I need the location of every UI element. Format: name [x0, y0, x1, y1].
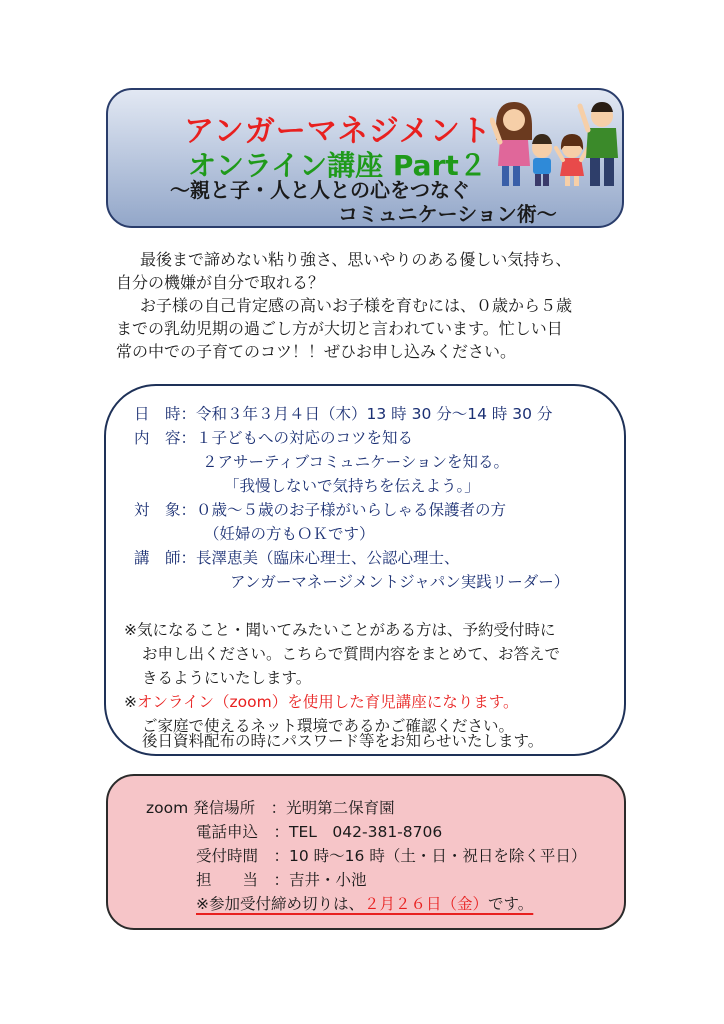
- online-line-2: ご家庭で使えるネット環境であるかご確認ください。: [142, 717, 515, 735]
- contact-hours-row: [196, 844, 586, 866]
- event-target-1: 対 象：０歳～５歳のお子様がいらしゃる保護者の方: [134, 501, 507, 519]
- contact-staff-value: 吉井・小池: [289, 871, 367, 889]
- girl-figure-icon: [556, 134, 588, 186]
- contact-phone-value: TEL 042-381-8706: [289, 823, 443, 841]
- title-line-anger-management: アンガーマネジメント: [184, 114, 492, 149]
- note-line-2: お申し出ください。こちらで質問内容をまとめて、お答えで: [142, 645, 561, 663]
- father-figure-icon: [580, 102, 618, 186]
- online-notice: [124, 690, 519, 712]
- online-notice-text: オンライン（zoom）を使用した育児講座になります。: [137, 693, 519, 711]
- deadline-notice: [196, 892, 533, 914]
- contact-venue-label: zoom 発信場所 ：: [146, 799, 287, 817]
- event-content-3: 「我慢しないで気持ちを伝えよう。」: [224, 477, 480, 495]
- boy-figure-icon: [532, 134, 552, 186]
- event-lecturer-1: 講 師：長澤恵美（臨床心理士、公認心理士、: [134, 549, 460, 567]
- online-line-3: 後日資料配布の時にパスワード等をお知らせいたします。: [142, 732, 544, 750]
- subtitle-line-2: コミュニケーション術～: [338, 202, 557, 226]
- contact-hours-label: 受付時間 ：: [196, 847, 290, 865]
- deadline-post: です。: [488, 895, 534, 913]
- intro-line: 最後まで諦めない粘り強さ、思いやりのある優しい気持ち、: [124, 250, 572, 269]
- deadline-pre: ※参加受付締め切りは、: [196, 895, 364, 913]
- event-content-1: 内 容：１子どもへの対応のコツを知る: [134, 429, 414, 447]
- event-lecturer-2: アンガーマネージメントジャパン実践リーダー）: [230, 573, 570, 591]
- intro-text: [116, 248, 624, 363]
- deadline-date: ２月２６日（金）: [364, 895, 489, 913]
- subtitle-line-1: ～親と子・人と人との心をつなぐ: [170, 178, 470, 202]
- event-content-2: ２アサーティブコミュニケーションを知る。: [202, 453, 510, 471]
- title-banner: [106, 88, 624, 228]
- contact-venue-row: [146, 796, 395, 818]
- event-target-2: （妊婦の方もＯＫです）: [204, 525, 375, 543]
- note-line-3: きるようにいたします。: [142, 669, 312, 687]
- contact-staff-row: [196, 868, 367, 890]
- intro-line: 自分の機嫌が自分で取れる？: [116, 273, 325, 292]
- event-details-box: [104, 384, 626, 756]
- note-line-1: ※気になること・聞いてみたいことがある方は、予約受付時に: [124, 621, 556, 639]
- contact-phone-label: 電話申込 ：: [196, 823, 290, 841]
- contact-info-box: [106, 774, 626, 930]
- family-illustration-icon: [490, 96, 622, 190]
- mother-figure-icon: [492, 102, 532, 186]
- contact-venue-value: 光明第二保育園: [286, 799, 395, 817]
- intro-line: 常の中での子育てのコツ！！ぜひお申し込みください。: [116, 342, 517, 361]
- intro-line: お子様の自己肯定感の高いお子様を育むには、０歳から５歳: [124, 296, 573, 315]
- intro-line: までの乳幼児期の過ごし方が大切と言われています。忙しい日: [116, 319, 563, 338]
- contact-phone-row: [196, 820, 442, 842]
- event-datetime: 日 時：令和３年３月４日（木）13 時 30 分～14 時 30 分: [134, 405, 553, 423]
- title-line-online-course: オンライン講座 Part２: [188, 149, 487, 182]
- contact-staff-label: 担 当 ：: [196, 871, 290, 889]
- online-notice-mark: ※: [124, 693, 137, 711]
- contact-hours-value: 10 時～16 時（土・日・祝日を除く平日）: [289, 847, 587, 865]
